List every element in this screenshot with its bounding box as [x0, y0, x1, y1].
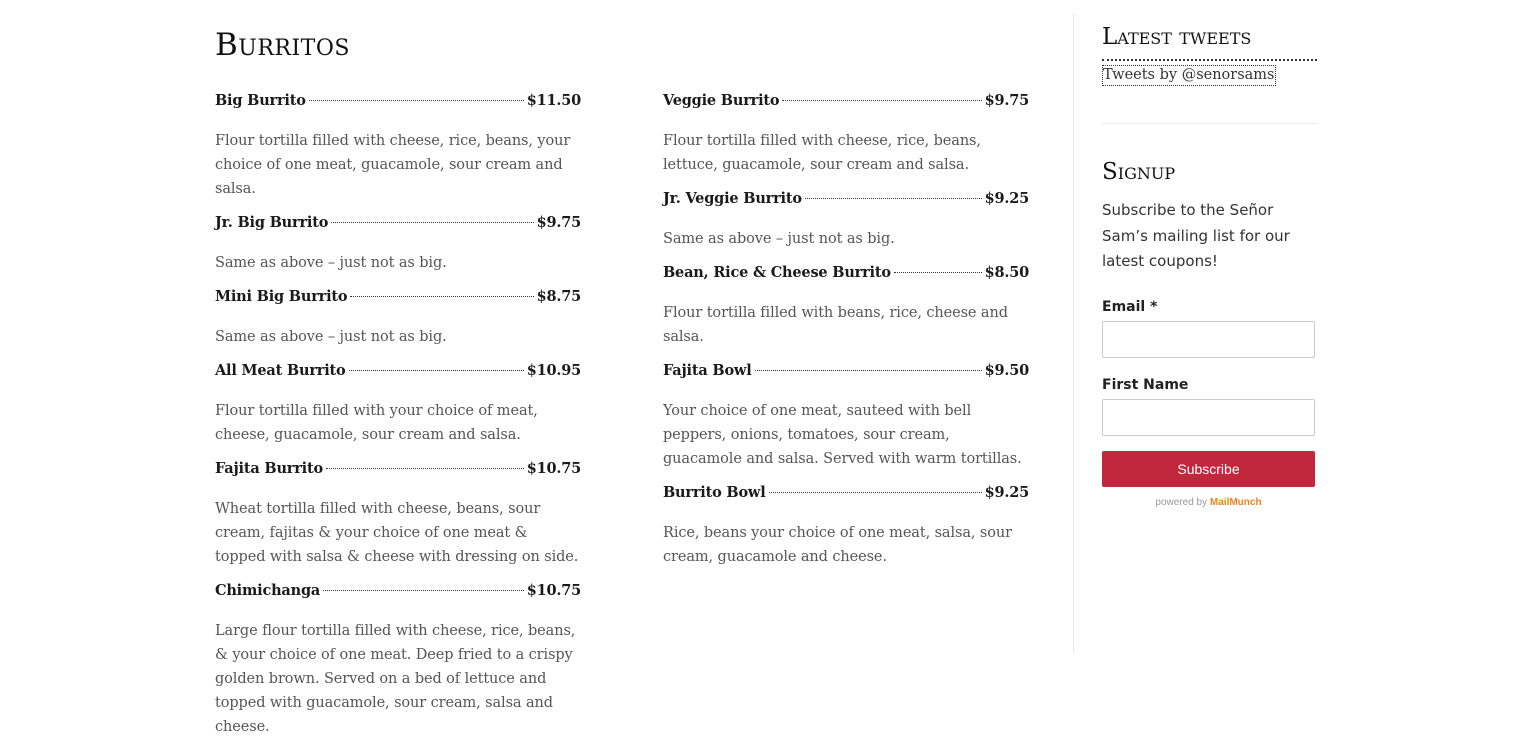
mailmunch-link[interactable]: MailMunch: [1209, 497, 1262, 508]
menu-column-right: [663, 90, 1029, 580]
menu-item-price: $9.75: [536, 214, 581, 231]
menu-item-name: Fajita Bowl: [663, 362, 752, 379]
menu-item-price: $9.75: [984, 92, 1029, 109]
menu-item-name: Jr. Veggie Burrito: [663, 190, 802, 207]
menu-item-header: [215, 90, 581, 112]
menu-item-header: [215, 286, 581, 308]
menu-item-description: Flour tortilla filled with cheese, rice, beans, your choice of one meat, guacamole, sour cream and salsa.: [215, 133, 571, 197]
menu-item-header: [215, 212, 581, 234]
menu-item-header: [215, 458, 581, 480]
powered-by: [1102, 497, 1315, 509]
menu-item-description: Wheat tortilla filled with cheese, beans, sour cream, fajitas & your choice of one meat & topped with salsa & cheese with dressing on side.: [215, 501, 579, 565]
menu-item: [663, 482, 1029, 569]
menu-item: [215, 580, 581, 739]
menu-section: [215, 0, 1029, 746]
email-label: Email *: [1102, 299, 1158, 315]
signup-widget-title: Signup: [1102, 159, 1176, 185]
menu-item-description: Same as above – just not as big.: [215, 255, 447, 271]
menu-item-price: $10.95: [526, 362, 581, 379]
menu-item-header: [663, 360, 1029, 382]
tweets-link[interactable]: Tweets by @senorsams: [1102, 65, 1276, 86]
menu-item-name: Mini Big Burrito: [215, 288, 348, 305]
menu-item-description: Rice, beans your choice of one meat, salsa, sour cream, guacamole and cheese.: [663, 525, 1012, 565]
tweets-widget-title: Latest tweets: [1102, 23, 1317, 61]
dotted-leader: [782, 100, 981, 101]
menu-item-name: Chimichanga: [215, 582, 321, 599]
menu-column-left: [215, 90, 581, 746]
dotted-leader: [309, 100, 524, 101]
menu-item: [663, 262, 1029, 349]
menu-item-header: [215, 580, 581, 602]
menu-item-name: Burrito Bowl: [663, 484, 766, 501]
menu-item-header: [215, 360, 581, 382]
menu-item-name: Veggie Burrito: [663, 92, 780, 109]
menu-item-description: Same as above – just not as big.: [663, 231, 895, 247]
menu-item-price: $10.75: [526, 460, 581, 477]
menu-item-price: $8.75: [536, 288, 581, 305]
menu-item-header: [663, 262, 1029, 284]
menu-item-price: $9.50: [984, 362, 1029, 379]
menu-item: [663, 188, 1029, 251]
menu-item-name: Bean, Rice & Cheese Burrito: [663, 264, 891, 281]
dotted-leader: [894, 272, 982, 273]
menu-item: [663, 360, 1029, 471]
menu-item: [215, 360, 581, 447]
menu-item-name: Jr. Big Burrito: [215, 214, 329, 231]
dotted-leader: [769, 492, 982, 493]
email-field[interactable]: [1102, 321, 1315, 358]
menu-item-description: Same as above – just not as big.: [215, 329, 447, 345]
widget-separator: [1102, 123, 1317, 124]
menu-item-name: Big Burrito: [215, 92, 306, 109]
menu-item-header: [663, 90, 1029, 112]
dotted-leader: [805, 198, 982, 199]
menu-item-price: $8.50: [984, 264, 1029, 281]
menu-item-description: Your choice of one meat, sauteed with bell peppers, onions, tomatoes, sour cream, guacamole and salsa. Served with warm tortillas.: [663, 403, 1022, 467]
menu-item-description: Flour tortilla filled with your choice of meat, cheese, guacamole, sour cream and salsa.: [215, 403, 538, 443]
menu-item-price: $11.50: [526, 92, 581, 109]
menu-item: [215, 286, 581, 349]
powered-by-text: powered by: [1155, 497, 1208, 508]
subscribe-button[interactable]: Subscribe: [1102, 451, 1315, 487]
sidebar-divider: [1073, 14, 1074, 652]
menu-item: [215, 90, 581, 201]
dotted-leader: [350, 296, 533, 297]
menu-item: [215, 458, 581, 569]
dotted-leader: [349, 370, 524, 371]
menu-item-description: Flour tortilla filled with beans, rice, cheese and salsa.: [663, 305, 1008, 345]
menu-item-header: [663, 188, 1029, 210]
menu-item-description: Flour tortilla filled with cheese, rice, beans, lettuce, guacamole, sour cream and salsa.: [663, 133, 981, 173]
menu-item-price: $9.25: [984, 190, 1029, 207]
dotted-leader: [755, 370, 982, 371]
dotted-leader: [326, 468, 524, 469]
first-name-field[interactable]: [1102, 399, 1315, 436]
first-name-label: First Name: [1102, 377, 1189, 393]
dotted-leader: [323, 590, 524, 591]
menu-item: [663, 90, 1029, 177]
menu-item-name: Fajita Burrito: [215, 460, 323, 477]
menu-item: [215, 212, 581, 275]
menu-item-description: Large flour tortilla filled with cheese, rice, beans, & your choice of one meat. Deep fried to a crispy golden brown. Served on a bed of lettuce and topped with guacamole, sour cream, salsa and cheese.: [215, 623, 576, 735]
menu-item-header: [663, 482, 1029, 504]
menu-item-name: All Meat Burrito: [215, 362, 346, 379]
signup-description: Subscribe to the Señor Sam’s mailing list for our latest coupons!: [1102, 201, 1290, 270]
menu-item-price: $9.25: [984, 484, 1029, 501]
page-title: Burritos: [215, 27, 350, 63]
menu-item-price: $10.75: [526, 582, 581, 599]
dotted-leader: [331, 222, 533, 223]
